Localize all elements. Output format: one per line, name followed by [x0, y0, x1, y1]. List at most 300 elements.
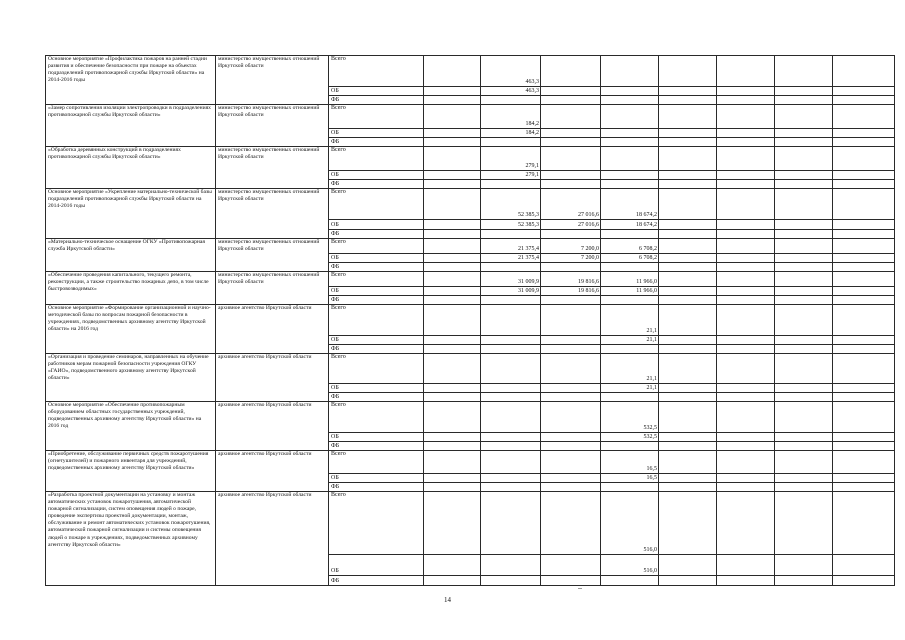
- amount-cell: [424, 451, 481, 474]
- amount-cell: [601, 171, 659, 180]
- amount-cell: [541, 442, 601, 451]
- amount-cell: [833, 138, 895, 147]
- amount-cell: [833, 239, 895, 254]
- amount-cell: [481, 483, 541, 492]
- funding-source: Всего: [329, 305, 424, 336]
- amount-cell: [717, 305, 775, 336]
- funding-source: ОБ: [329, 474, 424, 483]
- amount-cell: [833, 433, 895, 442]
- table-row: [46, 189, 895, 220]
- amount-cell: [601, 105, 659, 129]
- amount-cell: 21,1: [601, 336, 659, 345]
- amount-cell: [775, 451, 833, 474]
- amount-cell: [481, 96, 541, 105]
- amount-cell: [481, 402, 541, 433]
- amount-cell: [775, 254, 833, 263]
- activity-name: «Приобретение, обслуживание первичных средств пожаротушения (огнетушителей) и пожарного инвентаря для учреждений, подведомственных архивному агентству Иркутской области»: [46, 451, 216, 492]
- amount-cell: [775, 345, 833, 354]
- activity-name: Основное мероприятие «Обеспечение противопожарным оборудованием областных государственных учреждений, подведомственных архивному агентству Иркутской области» на 2016 год: [46, 402, 216, 451]
- executor: министерство имущественных отношений Иркутской области: [216, 56, 329, 105]
- amount-cell: 27 016,6: [541, 220, 601, 230]
- funding-source: Всего: [329, 451, 424, 474]
- amount-cell: [424, 180, 481, 189]
- amount-cell: 52 385,3: [481, 189, 541, 220]
- table-row: [46, 402, 895, 433]
- funding-source: ФБ: [329, 230, 424, 239]
- table-row: [46, 147, 895, 171]
- amount-cell: [833, 336, 895, 345]
- amount-cell: [775, 483, 833, 492]
- amount-cell: 18 674,2: [601, 220, 659, 230]
- amount-cell: 19 816,6: [541, 272, 601, 287]
- amount-cell: [775, 129, 833, 138]
- amount-cell: [659, 354, 717, 384]
- amount-cell: [775, 287, 833, 296]
- amount-cell: [541, 105, 601, 129]
- amount-cell: [717, 147, 775, 171]
- activity-name: «Обеспечение проведения капитального, текущего ремонта, реконструкции, а также строительство пожарных депо, в том числе быстровозводимых»: [46, 272, 216, 305]
- amount-cell: [424, 56, 481, 87]
- amount-cell: [659, 384, 717, 393]
- amount-cell: 31 009,9: [481, 287, 541, 296]
- amount-cell: [424, 189, 481, 220]
- activity-name: «Материально-техническое оснащение ОГКУ «Противопожарная служба Иркутской области»: [46, 239, 216, 272]
- funding-source: ФБ: [329, 483, 424, 492]
- funding-source: ОБ: [329, 254, 424, 263]
- funding-source: ФБ: [329, 296, 424, 305]
- amount-cell: [775, 354, 833, 384]
- amount-cell: [601, 230, 659, 239]
- amount-cell: [659, 336, 717, 345]
- amount-cell: [424, 483, 481, 492]
- activity-name: «Разработка проектной документации на установку и монтаж автоматических установок пожаротушения, автоматической пожарной сигнализации, систем оповещения людей о пожаре, проведение экспертизы проектной документации, монтаж, обслуживание и ремонт автоматических установок пожаротушения, автоматической пожарной сигнализации и системы оповещения людей о пожаре в учреждениях, подведомственных архивному агентству Иркутской области»: [46, 492, 216, 586]
- amount-cell: [833, 345, 895, 354]
- funding-source: Всего: [329, 56, 424, 87]
- executor: архивное агентство Иркутской области: [216, 354, 329, 402]
- amount-cell: [424, 305, 481, 336]
- amount-cell: [541, 171, 601, 180]
- amount-cell: [833, 263, 895, 272]
- amount-cell: [775, 87, 833, 96]
- amount-cell: [481, 393, 541, 402]
- amount-cell: [659, 483, 717, 492]
- funding-source: Всего: [329, 272, 424, 287]
- amount-cell: [775, 433, 833, 442]
- amount-cell: [424, 147, 481, 171]
- amount-cell: [833, 254, 895, 263]
- amount-cell: [541, 354, 601, 384]
- amount-cell: [717, 263, 775, 272]
- amount-cell: 27 016,6: [541, 189, 601, 220]
- amount-cell: [424, 384, 481, 393]
- amount-cell: [717, 345, 775, 354]
- amount-cell: [833, 384, 895, 393]
- amount-cell: [833, 402, 895, 433]
- amount-cell: 463,3: [481, 56, 541, 87]
- funding-source: ОБ: [329, 287, 424, 296]
- activity-name: Основное мероприятие «Формирование организационной и научно-методической базы по вопросам пожарной безопасности в учреждениях, подведомственных архивному агентству Иркутской области» на 2016 год: [46, 305, 216, 354]
- amount-cell: [833, 189, 895, 220]
- amount-cell: 11 966,0: [601, 272, 659, 287]
- amount-cell: [833, 576, 895, 586]
- amount-cell: [541, 345, 601, 354]
- amount-cell: [659, 272, 717, 287]
- table-row: [46, 56, 895, 87]
- amount-cell: [833, 492, 895, 555]
- amount-cell: [481, 433, 541, 442]
- amount-cell: [424, 239, 481, 254]
- amount-cell: 516,0: [601, 492, 659, 555]
- amount-cell: [717, 433, 775, 442]
- funding-source: ФБ: [329, 393, 424, 402]
- amount-cell: [424, 96, 481, 105]
- amount-cell: [775, 402, 833, 433]
- amount-cell: [659, 263, 717, 272]
- amount-cell: [659, 180, 717, 189]
- amount-cell: [833, 287, 895, 296]
- amount-cell: [775, 230, 833, 239]
- amount-cell: [481, 336, 541, 345]
- funding-source: ФБ: [329, 138, 424, 147]
- amount-cell: 11 966,0: [601, 287, 659, 296]
- amount-cell: 7 200,0: [541, 239, 601, 254]
- amount-cell: [717, 393, 775, 402]
- amount-cell: [717, 442, 775, 451]
- amount-cell: 7 200,0: [541, 254, 601, 263]
- amount-cell: [833, 272, 895, 287]
- table-row: [46, 354, 895, 384]
- amount-cell: [541, 147, 601, 171]
- amount-cell: [541, 96, 601, 105]
- amount-cell: [424, 336, 481, 345]
- amount-cell: [659, 576, 717, 586]
- funding-source: ОБ: [329, 433, 424, 442]
- amount-cell: [541, 474, 601, 483]
- funding-source: Всего: [329, 354, 424, 384]
- amount-cell: [541, 305, 601, 336]
- amount-cell: [717, 483, 775, 492]
- amount-cell: 16,5: [601, 451, 659, 474]
- amount-cell: [601, 138, 659, 147]
- amount-cell: [659, 451, 717, 474]
- amount-cell: 6 708,2: [601, 254, 659, 263]
- amount-cell: [481, 474, 541, 483]
- amount-cell: [424, 354, 481, 384]
- amount-cell: [775, 492, 833, 555]
- amount-cell: 21 375,4: [481, 254, 541, 263]
- funding-source: ОБ: [329, 555, 424, 576]
- amount-cell: [541, 576, 601, 586]
- amount-cell: [833, 230, 895, 239]
- funding-source: ФБ: [329, 263, 424, 272]
- amount-cell: 532,5: [601, 433, 659, 442]
- amount-cell: [541, 451, 601, 474]
- activity-name: «Замер сопротивления изоляции электропроводки в подразделениях противопожарной службы Иркутской области»: [46, 105, 216, 147]
- executor: архивное агентство Иркутской области: [216, 451, 329, 492]
- amount-cell: 21,1: [601, 354, 659, 384]
- amount-cell: [833, 180, 895, 189]
- amount-cell: [717, 354, 775, 384]
- amount-cell: [717, 272, 775, 287]
- amount-cell: [541, 433, 601, 442]
- amount-cell: [717, 56, 775, 87]
- amount-cell: [775, 239, 833, 254]
- amount-cell: [424, 220, 481, 230]
- funding-source: Всего: [329, 492, 424, 555]
- amount-cell: [717, 96, 775, 105]
- amount-cell: [424, 393, 481, 402]
- table-row: [46, 272, 895, 287]
- amount-cell: [424, 272, 481, 287]
- amount-cell: [541, 56, 601, 87]
- amount-cell: [775, 147, 833, 171]
- amount-cell: [717, 474, 775, 483]
- amount-cell: [775, 180, 833, 189]
- amount-cell: [659, 189, 717, 220]
- amount-cell: [833, 87, 895, 96]
- amount-cell: [481, 230, 541, 239]
- amount-cell: [659, 56, 717, 87]
- amount-cell: [659, 239, 717, 254]
- amount-cell: 19 816,6: [541, 287, 601, 296]
- amount-cell: [717, 230, 775, 239]
- amount-cell: [424, 263, 481, 272]
- amount-cell: [833, 354, 895, 384]
- amount-cell: [541, 336, 601, 345]
- executor: министерство имущественных отношений Иркутской области: [216, 239, 329, 272]
- amount-cell: [659, 442, 717, 451]
- amount-cell: [659, 433, 717, 442]
- amount-cell: [424, 576, 481, 586]
- amount-cell: [424, 230, 481, 239]
- funding-source: ОБ: [329, 336, 424, 345]
- page-number: 14: [444, 596, 451, 604]
- amount-cell: [717, 492, 775, 555]
- amount-cell: [659, 492, 717, 555]
- amount-cell: [833, 483, 895, 492]
- amount-cell: [481, 180, 541, 189]
- amount-cell: [601, 442, 659, 451]
- amount-cell: [601, 180, 659, 189]
- amount-cell: [717, 576, 775, 586]
- amount-cell: [717, 129, 775, 138]
- amount-cell: [775, 105, 833, 129]
- funding-source: ОБ: [329, 220, 424, 230]
- amount-cell: [481, 384, 541, 393]
- amount-cell: [659, 345, 717, 354]
- amount-cell: [659, 305, 717, 336]
- amount-cell: [481, 442, 541, 451]
- amount-cell: [775, 189, 833, 220]
- funding-source: ФБ: [329, 96, 424, 105]
- amount-cell: [717, 87, 775, 96]
- amount-cell: [833, 96, 895, 105]
- amount-cell: [601, 96, 659, 105]
- amount-cell: [601, 296, 659, 305]
- amount-cell: [717, 402, 775, 433]
- amount-cell: 6 708,2: [601, 239, 659, 254]
- amount-cell: [424, 474, 481, 483]
- executor: архивное агентство Иркутской области: [216, 402, 329, 451]
- amount-cell: [775, 96, 833, 105]
- amount-cell: [775, 336, 833, 345]
- amount-cell: [541, 230, 601, 239]
- amount-cell: [541, 393, 601, 402]
- amount-cell: [717, 171, 775, 180]
- amount-cell: [601, 483, 659, 492]
- amount-cell: [541, 492, 601, 555]
- amount-cell: [717, 254, 775, 263]
- amount-cell: [833, 105, 895, 129]
- funding-source: Всего: [329, 105, 424, 129]
- funding-source: ФБ: [329, 345, 424, 354]
- amount-cell: [833, 147, 895, 171]
- amount-cell: [717, 138, 775, 147]
- funding-source: ОБ: [329, 384, 424, 393]
- amount-cell: 532,5: [601, 402, 659, 433]
- amount-cell: [717, 451, 775, 474]
- amount-cell: [481, 555, 541, 576]
- amount-cell: 52 385,3: [481, 220, 541, 230]
- table-row: [46, 305, 895, 336]
- amount-cell: 184,2: [481, 105, 541, 129]
- amount-cell: [717, 384, 775, 393]
- executor: архивное агентство Иркутской области: [216, 492, 329, 586]
- funding-source: Всего: [329, 189, 424, 220]
- amount-cell: [601, 393, 659, 402]
- amount-cell: [424, 87, 481, 96]
- amount-cell: [717, 296, 775, 305]
- amount-cell: [833, 555, 895, 576]
- amount-cell: [424, 171, 481, 180]
- table-row: [46, 451, 895, 474]
- table-row: [46, 105, 895, 129]
- amount-cell: [659, 171, 717, 180]
- amount-cell: [659, 147, 717, 171]
- amount-cell: [601, 147, 659, 171]
- amount-cell: [601, 56, 659, 87]
- executor: министерство имущественных отношений Иркутской области: [216, 189, 329, 239]
- amount-cell: [775, 393, 833, 402]
- amount-cell: [424, 402, 481, 433]
- amount-cell: [775, 296, 833, 305]
- activity-name: Основное мероприятие «Укрепление материально-технической базы подразделений противопожарной службы Иркутской области на 2014-2016 годы: [46, 189, 216, 239]
- funding-source: ФБ: [329, 576, 424, 586]
- amount-cell: [717, 287, 775, 296]
- amount-cell: [775, 138, 833, 147]
- amount-cell: 31 009,9: [481, 272, 541, 287]
- amount-cell: [775, 442, 833, 451]
- amount-cell: [541, 483, 601, 492]
- amount-cell: [717, 105, 775, 129]
- funding-source: ФБ: [329, 180, 424, 189]
- funding-source: Всего: [329, 402, 424, 433]
- amount-cell: [775, 474, 833, 483]
- amount-cell: 16,5: [601, 474, 659, 483]
- table-row: [46, 239, 895, 254]
- amount-cell: 21 375,4: [481, 239, 541, 254]
- amount-cell: [541, 296, 601, 305]
- funding-source: ОБ: [329, 171, 424, 180]
- amount-cell: [775, 171, 833, 180]
- amount-cell: [717, 220, 775, 230]
- executor: министерство имущественных отношений Иркутской области: [216, 105, 329, 147]
- amount-cell: [833, 171, 895, 180]
- amount-cell: [775, 305, 833, 336]
- amount-cell: [833, 129, 895, 138]
- amount-cell: [481, 263, 541, 272]
- amount-cell: [717, 555, 775, 576]
- amount-cell: 463,3: [481, 87, 541, 96]
- amount-cell: [424, 345, 481, 354]
- amount-cell: [541, 129, 601, 138]
- funding-source: Всего: [329, 239, 424, 254]
- amount-cell: 516,0: [601, 555, 659, 576]
- amount-cell: 279,1: [481, 171, 541, 180]
- amount-cell: [424, 492, 481, 555]
- activity-name: «Обработка деревянных конструкций в подразделениях противопожарной службы Иркутской области»: [46, 147, 216, 189]
- amount-cell: [659, 296, 717, 305]
- amount-cell: [601, 263, 659, 272]
- amount-cell: [659, 555, 717, 576]
- amount-cell: [717, 336, 775, 345]
- amount-cell: [481, 576, 541, 586]
- amount-cell: [659, 220, 717, 230]
- amount-cell: [833, 296, 895, 305]
- amount-cell: [775, 384, 833, 393]
- amount-cell: [481, 305, 541, 336]
- amount-cell: [775, 220, 833, 230]
- amount-cell: [659, 96, 717, 105]
- amount-cell: [833, 305, 895, 336]
- amount-cell: [601, 576, 659, 586]
- amount-cell: [717, 180, 775, 189]
- amount-cell: [541, 384, 601, 393]
- amount-cell: [424, 287, 481, 296]
- executor: министерство имущественных отношений Иркутской области: [216, 272, 329, 305]
- amount-cell: [659, 138, 717, 147]
- amount-cell: [481, 345, 541, 354]
- amount-cell: [541, 263, 601, 272]
- amount-cell: [601, 87, 659, 96]
- amount-cell: [659, 393, 717, 402]
- amount-cell: [481, 354, 541, 384]
- program-funding-table: [45, 55, 895, 586]
- amount-cell: [481, 138, 541, 147]
- amount-cell: [659, 254, 717, 263]
- funding-source: ОБ: [329, 129, 424, 138]
- amount-cell: [775, 555, 833, 576]
- amount-cell: [541, 138, 601, 147]
- amount-cell: [541, 555, 601, 576]
- funding-source: Всего: [329, 147, 424, 171]
- executor: архивное агентство Иркутской области: [216, 305, 329, 354]
- amount-cell: [833, 220, 895, 230]
- amount-cell: [481, 296, 541, 305]
- table-body: [46, 56, 895, 586]
- amount-cell: [775, 263, 833, 272]
- amount-cell: [717, 189, 775, 220]
- amount-cell: [541, 180, 601, 189]
- amount-cell: 184,2: [481, 129, 541, 138]
- amount-cell: [717, 239, 775, 254]
- funding-source: ОБ: [329, 87, 424, 96]
- amount-cell: [833, 56, 895, 87]
- amount-cell: 279,1: [481, 147, 541, 171]
- amount-cell: [424, 442, 481, 451]
- funding-source: ФБ: [329, 442, 424, 451]
- amount-cell: [833, 442, 895, 451]
